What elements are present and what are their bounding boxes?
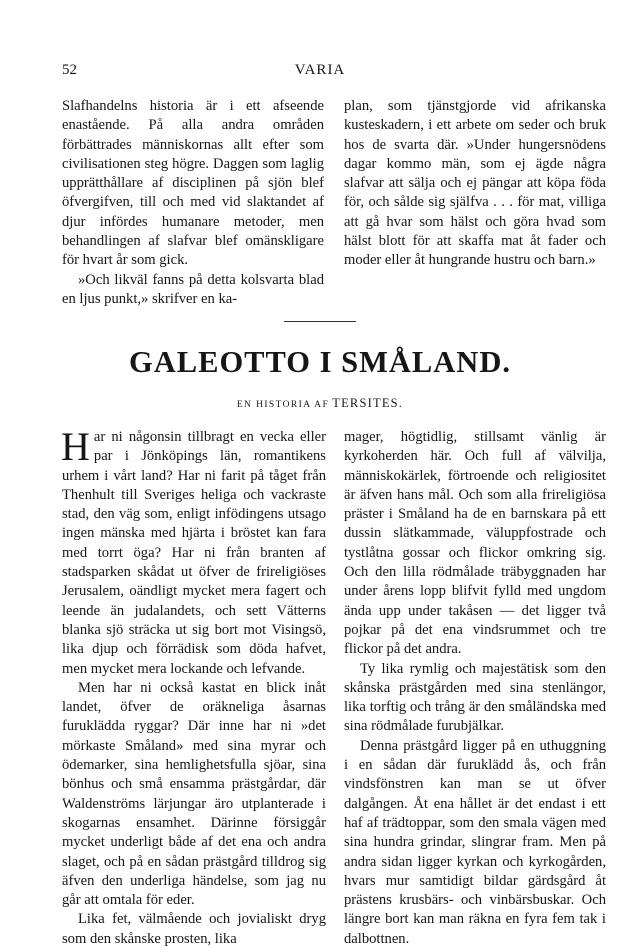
- byline-author: TERSITES.: [332, 396, 404, 410]
- paragraph: [61, 424, 326, 679]
- story-byline: [0, 396, 640, 411]
- paragraph: mager, högtidlig, stillsamt vänlig är kyrkoherden här. Och full af välvilja, människokärlek, förtroende och religiositet är äfven hans mål. Och som alla frireligiösa präster i Småland ha de en barnskara på ett dussin slätkammade, väluppfostrade och tystlåtna gossar och flickor omkring sig. Och den lilla rödmålade träbyggnaden har under årens lopp blifvit fylld med ungdom ända upp under takåsen — det ligger två pojkar på det ena vindsrummet och tre flickor på det andra.: [344, 429, 606, 658]
- paragraph: Slafhandelns historia är i ett afseende enastående. På alla andra områden förbättrades människornas allt efter som civilisationen steg högre. Daggen som laglig upprätthållare af disciplinen på sjön blef öfvergifven, till och med vid slaktandet af djur infördes humanare metoder, men behandlingen af slafvar blef omänskligare för hvart år som gick.: [62, 98, 324, 269]
- running-title: VARIA: [294, 62, 346, 78]
- byline-prefix: EN HISTORIA AF: [236, 400, 330, 410]
- top-article-right-column: [344, 97, 606, 271]
- paragraph: Denna prästgård ligger på en uthuggning i en sådan där furuklädd ås, och från vindsfönstren kan man se ut öfver dalgången. Åt ena hållet är det endast i ett haf af trädtoppar, som den smala vägen med sina hundra grindar, slingrar fram. Men på andra sidan ligger kyrkan och kyrkogården, hvars mur samtidigt bildar gärdsgård åt prästens krusbärs- och vinbärsbuskar. Och längre bort kan man räkna en fyra fem tak i dalbottnen.: [344, 737, 606, 947]
- page-number: 52: [62, 62, 77, 78]
- story-title: GALEOTTO I SMÅLAND.: [129, 345, 511, 379]
- story-right-column: [344, 428, 606, 949]
- story-left-column: [61, 424, 326, 949]
- paragraph: plan, som tjänstgjorde vid afrikanska kusteskadern, i ett arbete om seder och bruk hos de svarta där. »Under hungersnödens dagar kommo män, som ej ägde några slafvar att sälja och ej pängar att köpa föda för, och sålde sig själfva . . . för mat, villiga att gå hvar som hälst och göra hvad som hälst blott för att skaffa mat åt fader och moder eller åt hungrande hustru och barn.»: [344, 98, 606, 269]
- paragraph: Ty lika rymlig och majestätisk som den skånska prästgården med sina stenlängor, lika torftig och trång är den småländska med sina rödmålade furubjälkar.: [344, 660, 606, 735]
- top-article-left-column: [62, 97, 324, 309]
- paragraph: »Och likväl fanns på detta kolsvarta blad en ljus punkt,» skrifver en ka-: [62, 271, 324, 307]
- paragraph-text: ar ni någonsin tillbragt en vecka eller par i Jönköpings län, romantikens urhem i vårt land? Har ni farit på tåget från Thenhult till Sveriges heliga och vackraste stad, den väg som, enligt infödingens utsago ingen mänska med hjärta i bröstet kan fara med torrt öga? Har ni från branten af stadsparken skådat ut öfver de frireligiöses Jerusalem, oändligt mycket mera fagert och leende än judalandets, och sett Vätterns blanka sjö sträcka ut sig bort mot Visingsö, lika djup och förrädisk som döda hafvet, men mycket mera lockande och lefvande.: [62, 429, 326, 677]
- paragraph: Men har ni också kastat en blick inåt landet, öfver de oräkneliga åsarnas furuklädda ryggar? Där inne har ni »det mörkaste Småland» med sina myrar och ödemarker, sina hemlighetsfulla sjöar, sina bönhus och små ensamma prästgårdar, där Waldenströms lärjungar äro utplanterade i skogarnas ensamhet. Därinne försiggår mycket underligt både af det ena och andra slaget, och på en sådan prästgård tilldrog sig äfven den underliga händelse, som jag nu går att omtala för eder.: [62, 679, 326, 909]
- drop-cap: H: [61, 424, 90, 469]
- paragraph: Lika fet, välmående och jovialiskt dryg som den skånske prosten, lika: [62, 911, 326, 947]
- section-divider: [284, 321, 356, 322]
